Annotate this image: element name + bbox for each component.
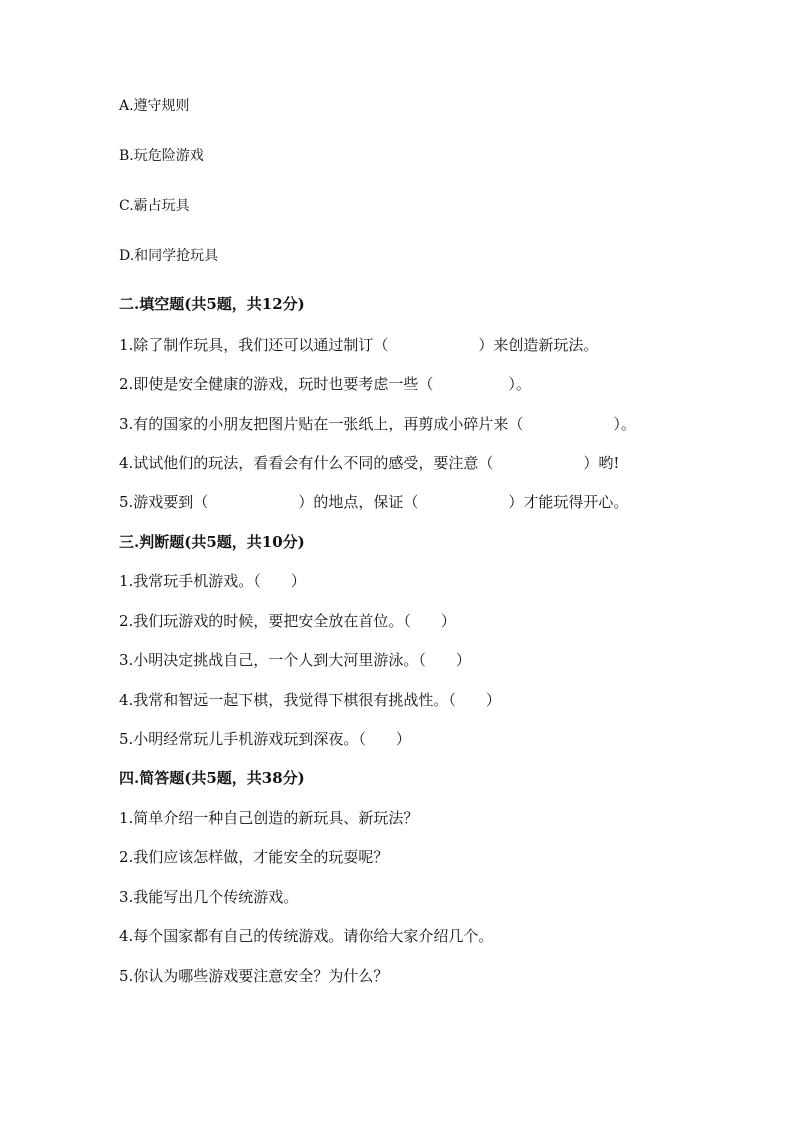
true-false-question-5: 5.小明经常玩儿手机游戏玩到深夜。（ ） [119, 730, 411, 748]
fill-blank-question-5: 5.游戏要到（ ）的地点，保证（ ）才能玩得开心。 [119, 493, 629, 511]
short-answer-question-1: 1.简单介绍一种自己创造的新玩具、新玩法？ [119, 809, 419, 827]
fill-blank-question-4: 4.试试他们的玩法，看看会有什么不同的感受，要注意（ ）哟! [119, 454, 620, 472]
section-short-answer-title: 四.简答题(共5题，共38分) [119, 769, 305, 787]
option-d: D.和同学抢玩具 [119, 248, 219, 264]
fill-blank-question-1: 1.除了制作玩具，我们还可以通过制订（ ）来创造新玩法。 [119, 336, 599, 354]
option-c: C.霸占玩具 [119, 198, 190, 214]
short-answer-question-3: 3.我能写出几个传统游戏。 [119, 888, 299, 906]
section-true-false-title: 三.判断题(共5题，共10分) [119, 533, 305, 551]
true-false-question-3: 3.小明决定挑战自己，一个人到大河里游泳。（ ） [119, 651, 471, 669]
true-false-question-1: 1.我常玩手机游戏。（ ） [119, 572, 306, 590]
short-answer-question-2: 2.我们应该怎样做，才能安全的玩耍呢？ [119, 848, 389, 866]
true-false-question-2: 2.我们玩游戏的时候，要把安全放在首位。（ ） [119, 612, 456, 630]
fill-blank-question-3: 3.有的国家的小朋友把图片贴在一张纸上，再剪成小碎片来（ ）。 [119, 415, 636, 433]
option-b: B.玩危险游戏 [119, 148, 204, 164]
true-false-question-4: 4.我常和智远一起下棋，我觉得下棋很有挑战性。（ ） [119, 691, 501, 709]
option-a: A.遵守规则 [119, 98, 190, 114]
fill-blank-question-2: 2.即使是安全健康的游戏，玩时也要考虑一些（ ）。 [119, 375, 531, 393]
short-answer-question-5: 5.你认为哪些游戏要注意安全？为什么？ [119, 967, 389, 985]
short-answer-question-4: 4.每个国家都有自己的传统游戏。请你给大家介绍几个。 [119, 927, 494, 945]
section-fill-blank-title: 二.填空题(共5题，共12分) [119, 295, 305, 313]
